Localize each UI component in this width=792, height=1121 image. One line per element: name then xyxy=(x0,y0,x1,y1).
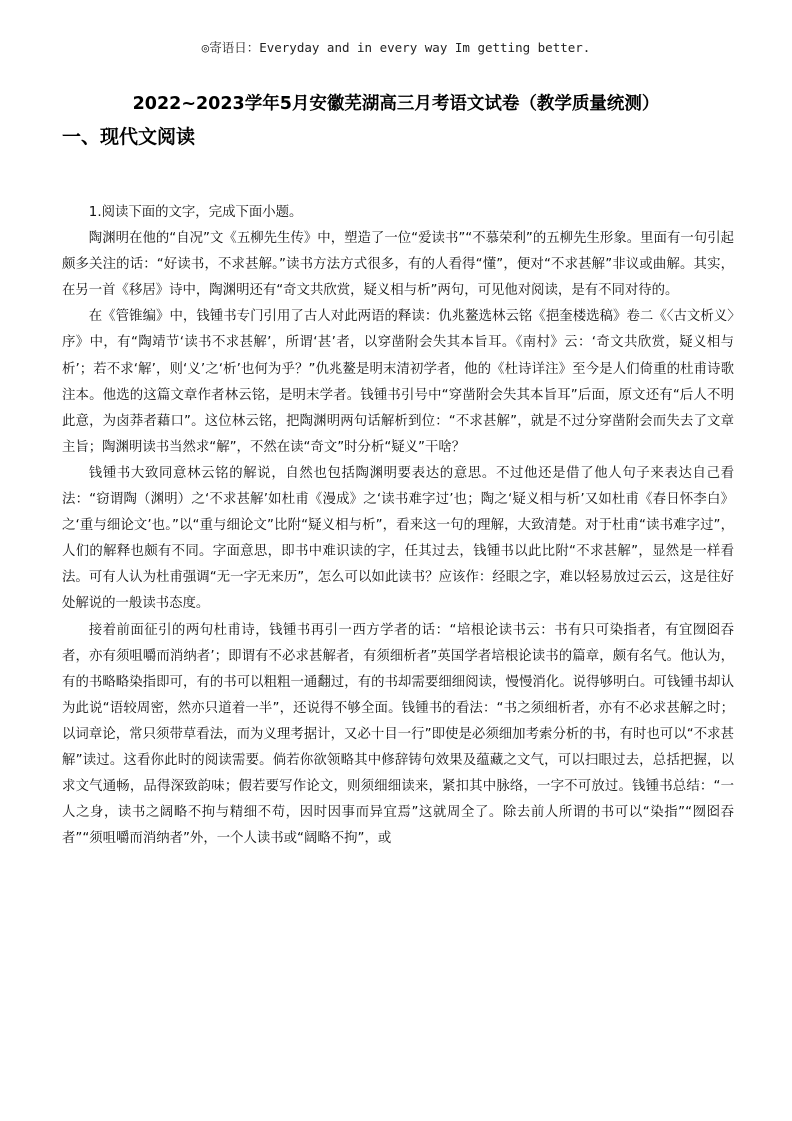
passage-paragraph-3: 钱锺书大致同意林云铭的解说，自然也包括陶渊明要表达的意思。不过他还是借了他人句子来表达自己看法：“窃谓陶（渊明）之‘不求甚解’如杜甫《漫成》之‘读书难字过’也；陶之‘疑义相与析’又如杜甫《春日怀李白》之‘重与细论文’也。”以“重与细论文”比附“疑义相与析”，看来这一句的理解，大致清楚。对于杜甫“读书难字过”，人们的解释也颇有不同。字面意思，即书中难识读的字，任其过去，钱锺书以此比附“不求甚解”，显然是一样看法。可有人认为杜甫强调“无一字无来历”，怎么可以如此读书？应该作：经眼之字，难以轻易放过云云，这是往好处解说的一般读书态度。 xyxy=(62,465,734,612)
document-title: 2022~2023学年5月安徽芜湖高三月考语文试卷（教学质量统测） xyxy=(132,94,660,114)
passage-paragraph-1: 陶渊明在他的“自况”文《五柳先生传》中，塑造了一位“爱读书”“不慕荣利”的五柳先生形象。里面有一句引起颇多关注的话：“好读书，不求甚解。”读书方法方式很多，有的人看得“懂”，便对“不求甚解”非议或曲解。其实，在另一首《移居》诗中，陶渊明还有“奇文共欣赏，疑义相与析”两句，可见他对阅读，是有不同对待的。 xyxy=(62,231,734,299)
question-intro: 1.阅读下面的文字，完成下面小题。 xyxy=(88,205,303,220)
passage-paragraph-4: 接着前面征引的两句杜甫诗，钱锺书再引一西方学者的话：“培根论读书云：书有只可染指者，有宜囫囵吞者，亦有须咀嚼而消纳者’；即谓有不必求甚解者，有须细析者”英国学者培根论读书的篇章，颇有名气。他认为，有的书略略染指即可，有的书可以粗粗一通翻过，有的书却需要细细阅读，慢慢消化。说得够明白。可钱锺书却认为此说“语较周密，然亦只道着一半”，还说得不够全面。钱锺书的看法：“书之须细析者，亦有不必求甚解之时；以词章论，常只须带草看法，而为义理考据计，又必十目一行”即使是必须细加考索分析的书，有时也可以“不求甚解”读过。这看你此时的阅读需要。倘若你欲领略其中修辞铸句效果及蕴藏之文气，可以扫眼过去，总括把握，以求文气通畅，品得深致韵味；假若要写作论文，则须细细读来，紧扣其中脉络，一字不可放过。钱锺书总结：“一人之身，读书之阔略不拘与精细不苟，因时因事而异宜焉”这就周全了。除去前人所谓的书可以“染指”“囫囵吞者”“须咀嚼而消纳者”外，一个人读书或“阔略不拘”，或 xyxy=(62,622,734,847)
passage-paragraph-2: 在《管锥编》中，钱锺书专门引用了古人对此两语的释读：仇兆鳌选林云铭《挹奎楼选稿》卷二《〈古文析义〉序》中，有“陶靖节‘读书不求甚解’，所谓‘甚’者，以穿凿附会失其本旨耳。《南村》云：‘奇文共欣赏，疑义相与析’；若不求‘解’，则‘义’之‘析’也何为乎？”仇兆鳌是明末清初学者，他的《杜诗详注》至今是人们倚重的杜甫诗歌注本。他选的这篇文章作者林云铭，是明末学者。钱锺书引号中“穿凿附会失其本旨耳”后面，原文还有“后人不明此意，为卤莽者藉口”。这位林云铭，把陶渊明两句话解析到位：“不求甚解”，就是不过分穿凿附会而失去了文章主旨；陶渊明读书当然求“解”，不然在读“奇文”时分析“疑义”干啥？ xyxy=(62,309,734,455)
section-heading: 一、现代文阅读 xyxy=(62,126,196,148)
reading-passage xyxy=(62,200,734,852)
page-header-motto: ◎寄语日：Everyday and in every way Im getting better. xyxy=(201,40,591,55)
